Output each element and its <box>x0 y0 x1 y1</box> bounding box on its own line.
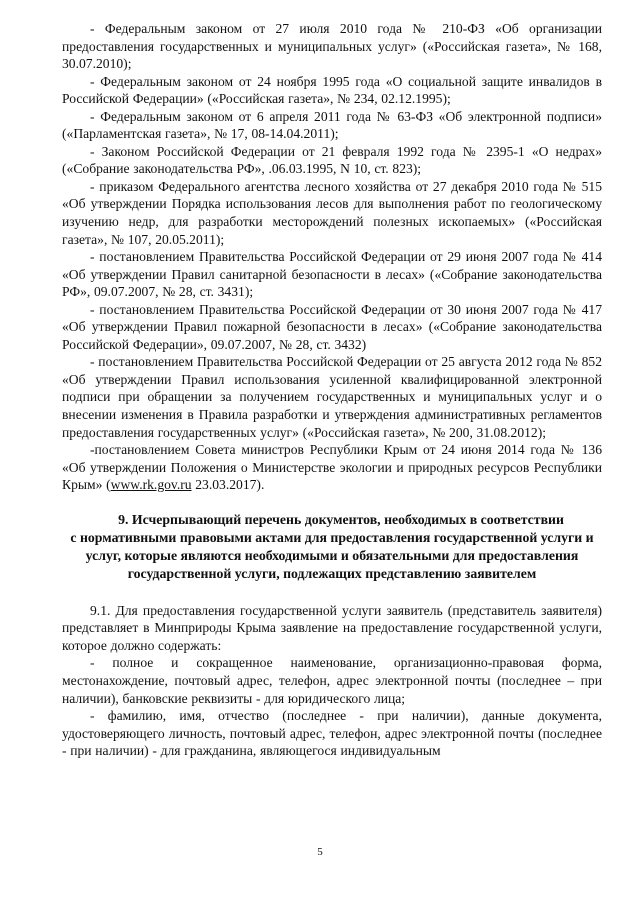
paragraph-resolution-852: - постановлением Правительства Российской Федерации от 25 августа 2012 года № 852 «Об утверждении Правил использования усиленной квалифицированной электронной подписи при обращении за получением государственных и муниципальных услуг и о внесении изменения в Правила разработки и утверждения административных регламентов предоставления государственных услуг» («Российская газета», № 200, 31.08.2012); <box>62 354 602 440</box>
paragraph-law-nedra: - Законом Российской Федерации от 21 февраля 1992 года № 2395-1 «О недрах» («Собрание законодательства РФ», .06.03.1995, N 10, ст. 823); <box>62 143 602 177</box>
paragraph-text-before-link: -постановлением Совета министров Республики Крым от 24 июня 2014 года № 136 «Об утверждении Положения о Министерстве экологии и природных ресурсов Республики Крым» ( <box>62 442 602 493</box>
section-heading-first-line: 9. Исчерпывающий перечень документов, необходимых в соответствии <box>118 511 564 527</box>
paragraph-9-1: 9.1. Для предоставления государственной услуги заявитель (представитель заявителя) представляет в Минприроды Крыма заявление на предоставление государственной услуги, которое должно содержать: <box>62 602 602 653</box>
paragraph-resolution-417: - постановлением Правительства Российской Федерации от 30 июня 2007 года № 417 «Об утверждении Правил пожарной безопасности в лесах» («Собрание законодательства Российской Федерации», 09.07.2007, № 28, ст. 3432) <box>62 301 602 352</box>
rk-gov-link[interactable]: www.rk.gov.ru <box>110 477 192 493</box>
paragraph-law-63fz: - Федеральным законом от 6 апреля 2011 года № 63-ФЗ «Об электронной подписи» («Парламентская газета», № 17, 08-14.04.2011); <box>62 108 602 142</box>
paragraph-resolution-414: - постановлением Правительства Российской Федерации от 29 июня 2007 года № 414 «Об утверждении Правил санитарной безопасности в лесах» («Собрание законодательства РФ», 09.07.2007, № 28, ст. 3431); <box>62 249 602 300</box>
paragraph-text-after-link: 23.03.2017). <box>191 477 265 493</box>
document-page <box>62 20 602 760</box>
paragraph-order-515: - приказом Федерального агентства лесного хозяйства от 27 декабря 2010 года № 515 «Об утверждении Порядка использования лесов для выполнения работ по геологическому изучению недр, для разработки месторождений полезных ископаемых» («Российская газета», № 107, 20.05.2011); <box>62 178 602 247</box>
section-heading-rest: с нормативными правовыми актами для предоставления государственной услуги и услуг, которые являются необходимыми и обязательными для предоставления государственной услуги, подлежащих представлению заявителем <box>70 529 594 581</box>
paragraph-law-social-protection: - Федеральным законом от 24 ноября 1995 года «О социальной защите инвалидов в Российской Федерации» («Российская газета», № 234, 02.12.1995); <box>62 73 602 107</box>
paragraph-legal-entity: - полное и сокращенное наименование, организационно-правовая форма, местонахождение, почтовый адрес, телефон, адрес электронной почты (последнее – при наличии), банковские реквизиты - для юридического лица; <box>62 655 602 706</box>
page-number: 5 <box>317 846 323 858</box>
paragraph-law-210fz: - Федеральным законом от 27 июля 2010 года № 210-ФЗ «Об организации предоставления государственных и муниципальных услуг» («Российская газета», № 168, 30.07.2010); <box>62 21 602 72</box>
section-heading-9 <box>62 511 602 583</box>
paragraph-citizen: - фамилию, имя, отчество (последнее - при наличии), данные документа, удостоверяющего личность, почтовый адрес, телефон, адрес электронной почты (последнее - при наличии) - для гражданина, являющегося индивидуальным <box>62 708 602 759</box>
paragraph-resolution-136 <box>62 441 602 494</box>
